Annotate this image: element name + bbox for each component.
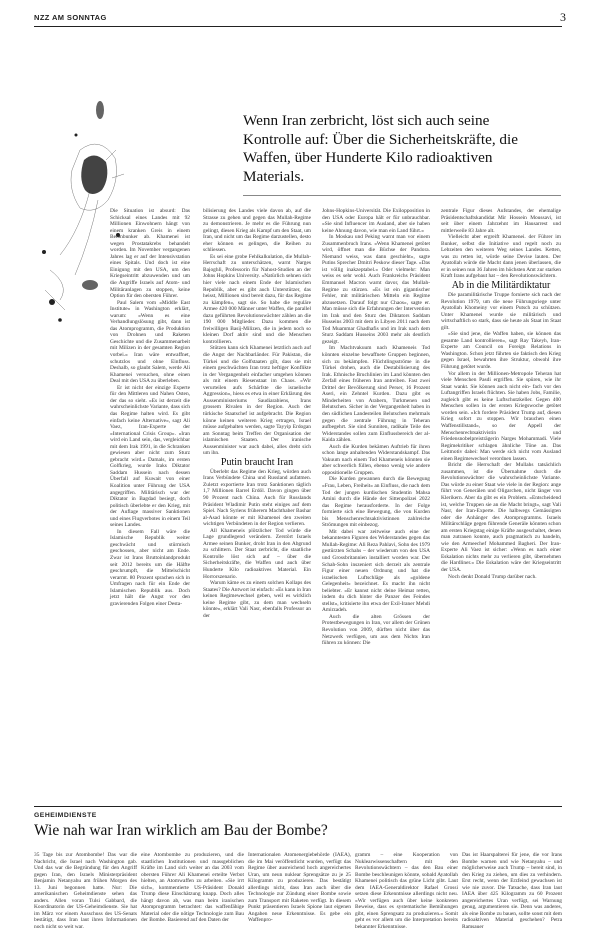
- paragraph: zentrale Figur dieses Aufstandes, der ehemalige Präsidentschaftskandidat Mir Hossein Moussavi, ist seit über einem Jahrzehnt im Hausarrest und mittlerweile 83 Jahre alt.: [441, 208, 561, 234]
- bottom-column-3: Internationalen Atomenergiebehörde (IAEA), die im Mai veröffentlicht wurden, verfügt das Regime über ausreichend hoch angereichertes Uran, um neun nuklear Sprengsätze zu je 25 Kilogramm zu produzieren. Das bestätigt allerdings nicht, dass Iran auch über die Technologie zur Zündung einer Bombe sowie zum Transport mit Raketen verfügt. In diesem Punkt präsentieren Israels Spione laut eigenen Angaben neue Erkenntnisse. Es gebe ein Waffenpro-: [248, 852, 351, 924]
- main-headline: Wenn Iran zerbricht, löst sich auch seine Kontrolle auf: Über die Sicherheitskräfte, die Waffen, über Hunderte Kilo radioaktiven Materials.: [243, 112, 518, 185]
- paragraph: Mit dabei war zeitweise auch eine der bekanntesten Figuren des Widerstandes gegen das Mullah-Regime: Ali Reza Pahlavi, Sohn des 1979 gestürzten Schahs – der wiederum von den USA und Grossbritannien installiert worden war. Der Schah-Sohn inszeniert sich derzeit als zentrale Figur einer neuen Ordnung und hat die israelischen Luftschläge als «goldene Gelegenheit» bezeichnet. Es macht ihn nicht beliebter. «Er kannst nicht deine Heimat retten, indem du dich hinter die Panzer des Feindes stellst», kritisierte ihn etwa der Exil-Iraner Mehdi Amirzadeh.: [322, 528, 430, 614]
- paragraph: Die Situation ist absurd: Das Schicksal eines Landes mit 92 Millionen Einwohnern hängt von einem kranken Greis in einem Betonbunker ab. Khamenei ist wegen Prostatakrebs behandelt worden. Im November vergangenen Jahres lag er auf der Intensivstation eines Spitals. Und doch ist eine Einigung mit den USA, um den Kriegseintritt abzuwenden und um die Angriffe Israels auf Atom- und Militäranlagen zu stoppen, keine Option für den obersten Führer.: [110, 208, 190, 300]
- paragraph: Er ist nicht der einzige Experte für den Mittleren und Nahen Osten, der das so sieht. «Es ist derzeit die wahrscheinlichste Variante, dass sich das Regime halten wird. Es gibt einfach keine Alternative», sagt Ali Vaez, Iran-Experte der «International Crisis Group». «Iran wird ein Land sein, das, vergleichbar mit dem Irak 1991, in die Schranken gewiesen aber nicht zum Sturz gebracht wird.» Damals, im ersten Golfkrieg, wurde Iraks Diktator Saddam Hussein nach dessen Überfall auf Kuwait von einer Koalition unter Führung der USA angegriffen. Militärisch war der Diktator in Bagdad besiegt, doch politisch überlebte er den Krieg, mit der Auflage massiver Sanktionen und eines Flugverbotes in einem Teil seines Landes.: [110, 384, 190, 529]
- paragraph: «Sie sind jene, die Waffen haben, sie können das gesamte Land kontrollieren», sagt Ray Takeyh, Iran-Experte am Council on Foreign Relations in Washington. Schon jetzt führten sie faktisch den Krieg gegen Israel, bewahrten ihre Struktur, obwohl ihre Führung getötet wurde.: [441, 331, 561, 371]
- paragraph: Die paramilitärische Truppe fornierte sich nach der Revolution 1979, um die neue Führungsriege unter Ayatollah Khomeiny vor einem Putsch zu schützen. Unter Khamenei wurde sie militärisch und wirtschaftlich so stark, dass sie heute als Staat im Staat gilt.: [441, 292, 561, 331]
- article-column-1: [110, 208, 190, 798]
- paragraph: Warum käme es zu einem solchen Kollaps des Staates? Die Antwort ist einfach: «Es kann in Iran keinen Regimewechsel geben, weil es wirklich keine Regime gibt, zu dem man wechseln könnte», erklärt Vali Nasr, ebenfalls Professor an der: [203, 580, 311, 619]
- article-column-2: [203, 208, 311, 798]
- bottom-column-5: Das ist Haarspalterei für jene, die vor Irans Bombe warnen und wie Netanyahu – und möglicherweise auch Trump – bereit sind, in den Krieg zu ziehen, um dies zu verhindern. Erst recht, wenn der Erzfeind gewachsen ist wie nie zuvor. Die Tatsache, dass Iran laut IAEA über 425 Kilogramm zu 60 Prozent angereichertes Uran verfügt, sei Warnung genug, argumentieren sie. Denn was anderes, als eine Bombe zu bauen, sollte sonst mit dem radioaktiven Material geschehen? Petra Ramsauer: [462, 852, 562, 931]
- paragraph: All Khameneis plötzlicher Tod würde die Lage grundlegend verändern. Zerstört Israels Armee seinen Bunker, droht Iran in den Abgrund zu schlittern. Der Staat zerbricht, die staatliche Kontrolle löst sich auf – über die Sicherheitskräfte, die Waffen und auch über Hunderte Kilo radioaktives Material. Ein Horrorszenario.: [203, 527, 311, 580]
- paragraph: Johns-Hopkins-Universität. Die Exilopposition in den USA oder Europa hält er für unbrauchbar. «Sie sind Influencer im Ausland, aber sie haben keine Ahnung davon, wie man ein Land führt.»: [322, 208, 430, 234]
- article-column-4: [441, 208, 561, 798]
- section-subhead: Ab in die Militärdiktatur: [451, 280, 551, 292]
- article-column-3: [322, 208, 430, 798]
- section-rule: [34, 806, 562, 807]
- paragraph: In diesem Fall wäre die Islamische Republik weiter geschwächt und stürmisch geschossen, aber nicht am Ende. Zwar ist Irans Bruttoinlandprodukt seit 2012 bereits um die Hälfte geschrumpft, die Mittelschicht verarmt. 80 Prozent sprachen sich in Umfragen nach für ein Ende der Islamischen Republik aus. Doch jetzt hält die Angst vor den gravierenden Folgen einer Desta-: [110, 528, 190, 607]
- paragraph: bilisierung des Landes viele davon ab, auf die Strasse zu gehen und gegen das Mullah-Regime zu demonstrieren. Je mehr es die Führung nun gelingt, diesen Krieg als Kampf um den Staat, um Iran, und nicht um das Regime darzustellen, desto eher können es gelingen, die Reihen zu schliessen.: [203, 208, 311, 254]
- paragraph: Noch denkt Donald Trump darüber nach.: [448, 573, 537, 580]
- paragraph: Paul Salem vom «Middle East Institute» in Washington erklärt, warum: «Wenn es eine Verhandlungslösung gibt, dann ist das Atomprogramm, die Produktion von Drohnen und Raketen Geschichte und die Zusammenarbeit mit Milizen in der gesamten Region vorbei.» Iran wäre entwaffnet, schutzlos und ohne Einfluss. Deshalb, so glaubt Salem, werde Ali Khamenei versuchen, ohne einen Deal mit den USA zu überleben.: [110, 299, 190, 385]
- bottom-headline: Wie nah war Iran wirklich am Bau der Bombe?: [34, 822, 328, 839]
- page-number: 3: [560, 10, 566, 24]
- section-kicker: GEHEIMDIENSTE: [34, 812, 97, 819]
- header-rule: [34, 26, 562, 27]
- bottom-column-2: eine Atombombe zu produzieren, und die staatlichen Institutionen und massgeblichen Kräfte im Land sich weiter an das 2003 vom obersten Führer Ali Khamenei erteilte Verbot hielten, an Atomwaffen zu arbeiten. «Sie irrt sich», kommentierte US-Präsident Donald Trump diese Einschätzung knapp. Doch alles hängt davon ab, was man beim iranischen Atomprogramm betrachtet: das waffenfähige Material oder die nötige Technologie zum Bau der Bombe. Basierend auf den Daten der: [141, 852, 244, 924]
- section-subhead: Putin braucht Iran: [220, 456, 294, 468]
- bottom-column-1: 35 Tage bis zur Atombombe! Das war die Nachricht, die Israel nach Washington gab. Und das war die Begründung für den Angriff gegen Iran, den Israels Ministerpräsident Benjamin Netanyahu am frühen Morgen des 13. Juni begonnen hatte. Nur: Die amerikanischen Geheimdienste sehen das anders. Allen voran Tulsi Gabbard, die Koordinatorin der US-Geheimdienste. Sie hat im März vor einem Ausschuss des US-Senats bestätigt, dass Iran laut ihren Informationen noch nicht so weit war.: [34, 852, 137, 931]
- paragraph: Die Kurden gewannen durch die Bewegung «Frau, Leben, Freiheit» an Einfluss, die nach dem Tod der jungen kurdischen Studentin Mahsa Amini durch die Hände der Sittenpolizei 2022 das Regime herausforderte. In der Folge formierte sich eine Bewegung, die von Kurden bis Menschenrechtsaktivistinnen zahlreiche Strömungen mit einbezog.: [322, 476, 430, 529]
- paragraph: Bricht die Herrschaft der Mullahs tatsächlich zusammen, ist die Übernahme durch die Revolutionswächter die wahrscheinlichste Variante. Das würde zu einer Staat wie viele in der Region: ange führt von Generälen und Oligarchen, nicht länger von Klerikern. Aber da gibt es ein Problem. «Entscheidend ist, welche Truppen sie an die Macht bringt», sagt Vali Nasr, der Iran-Experte. Die halbwegs Gemässigten oder die Anhänger des Atomprogramms. Israels Militärschläge gegen führende Generäle könnten schon am ersten Kriegstag einige Kräfte ausgeschaltet, denen man zutrauen konnte, auch pragmatisch zu handeln, wie den Armeechef Mohammed Bagheri. Der Iran-Experte Ali Vaez ist sicher: «Wenn es nach einer Eskalation nichts mehr zu verlieren gibt, übernehmen die Hardliner.» Die Eskalation wäre der Kriegseintritt der USA.: [441, 462, 561, 573]
- paragraph: Vielleicht aber ergreift Khamenei. der Führer im Bunker, selbst die Initiative und regelt noch zu Lebzeiten den weiteren Weg seines Landes. Ketten, was zu retten ist, würde seine Devise lauten. Der Ayatollah würde die Macht dann jenen überlassen, die er in seinen nun 36 Jahren im höchsten Amt zur starken Kraft Irans aufgebaut hat – den Revolutionswächtern.: [441, 234, 561, 280]
- paragraph: Überlebt das Regime den Krieg, würden auch Irans Verbündete China und Russland aufatmen. Zuletzt exportierte Iran trotz Sanktionen täglich 1,7 Millionen Barrel Erdöl. Davon gingen über 90 Prozent nach China. Auch für Russlands Präsident Wladimir Putin steht einiges auf dem Spiel. Nach Syriens früherem Machthaber Bashar al-Asad könnte er mit Khamenei den zweiten wichtigen Verbündeten in der Region verlieren.: [203, 468, 311, 528]
- paragraph: In Moskau und Peking warnt man vor einem Zusammenbruch Irans. «Wenn Khamenei getötet wird, öffnet man die Büchse der Pandora. Niemand weiss, was dann geschieht», sagte Putins Sprecher Dmitri Peskow dieser Tage. «Das ist völlig inakzeptabel.» Oder vielmehr: Man weiss es sehr wohl. Auch Frankreichs Präsident Emmanuel Macron warnt davor, das Mullah-Regime zu stürzen. «Es ist ein gigantischer Fehler, mit militärischen Mitteln ein Regime abzusetzen. Darauf folgt nur Chaos», sagte er. Man müsse sich die Erfahrungen der Intervention im Irak und den Sturz des Diktators Saddam Husseins 2003 mit dem in Libyen 2011 nach dem Tod Muammar Ghadhafis und im Irak nach dem Sturz Saddam Husseins 2003 mehr als deutlich gezeigt.: [322, 234, 430, 345]
- paragraph: Auch die Kurden bekämen Auftrieb für ihren schon lange anhaltenden Widerstandskampf. Das Vakuum nach einem Tod Khameneis könnten sie aber schwerlich füllen, ebenso wenig wie andere oppositionelle Gruppen.: [322, 443, 430, 476]
- bottom-column-4: gramm – eine Kooperation von Nuklearwissenschaftern mit den Revolutionswächtern – das den Bau einer Bombe beschleunigen könnte, sobald Ayatollah Khamenei politisch das grüne Licht gibt. Laut dem IAEA-Generaldirektor Rafael Grossi setzen diese Erkenntnisse allerdings nicht neu. «Wir verfügen auch über keine konkreten Beweise, dass es systematische Bemühungen gibt, einen Sprengsatz zu produzieren.» Somit geht es vor allem um die Interpretation bereits bekannter Erkenntnisse.: [355, 852, 458, 931]
- paragraph: Stützen kann sich Khamenei letztlich auch auf die Angst der Nachbarländer. Für Pakistan, die Türkei und die Golfstaaten gilt, dass sie mit einem geschwächten Iran trotz heftiger Konflikte in der Vergangenheit einfacher umgehen können als mit einem Riesenstaat im Chaos. «Wir verurteilen aufs Schärfste die israelische Aggression», hiess es etwa in einer Erklärung des Aussenministeriums Saudiarabiens, Irans grossem Rivalen in der Region. Auch der türkische Staatschef ist aufgebracht. Die Region könne keinen weiteren Krieg ertragen, Israel müsse aufgehalten werden, sagte Tayyip Erdogan am Sonntag beim Treffen der Organisation der islamischen Staaten. Der iranische Aussenminister war auch dabei, alles dreht sich um ihn.: [203, 345, 311, 457]
- headline-rule: [243, 195, 561, 196]
- paragraph: Im Machtvakuum nach Khameneis Tod könnten einzelne bewaffnete Gruppen beginnen, sich zu bekämpfen. Flüchtlingsströme in die Türkei drohen, auch die Destabilisierung des Irak. Ethnische Bruchlinien im Land könnten den Zerfall eines früheren Iran antreiben. Fast zwei Drittel der Bevölkerung sind Perser, 16 Prozent Aseri, ein Zehntel Kurden. Dazu gibt es Minderheiten von Arabern, Turkmenen und Belutschen. Sicher in der Vergangenheit haben in den südlichen Landesteilen Belutschen mehrmals gegen die zentrale Führung in Teheran aufbegehrt. Sie sind Sunniten, radikale Teile des Widerstandes sollen zum Einflussbereich der al-Kaida zählen.: [322, 345, 430, 444]
- paragraph: Vor allem in der Millionen-Metropole Teheran hat viele Menschen Pasdi ergriffen. Sie spüren, wie ihr Staat wankt. Sie können auch nicht ein- fach vor den Luftangriffen Israels flüchten. Sie haben Jobs, Familie, zugleich gibt es keine Luftschutzkeller. Gegen 400 Menschen sollen in der ersten Kriegswoche getötet worden sein. «Ich fordere Präsident Trump auf, diesen Krieg sofort zu stoppen. Wir brauchen einen Waffenstillstand», so der Appell der Menschenrechtsaktivistin und Friedensnobelpreisträgerin Narges Mohammadi. Viele Regimekritiker schlagen ähnliche Töne an. Das Leitmotiv dabei: Man werde sich nicht vom Ausland einen Regimewechsel verordnen lassen.: [441, 370, 561, 462]
- paragraph: Es sei eine grobe Fehlkalkulation, die Mullah-Herrschaft zu unterschätzen, warnt Narges Bajoghli, Professorin für Nahost-Studien an der Johns Hopkins University. «Natürlich sehnen sich hier viele nach einem Ende der Islamischen Republik, aber es gibt auch Unterstützer, das heisst, Millionen sind bereit dazu, für das Regime zu kämpfen», sagt sie. So habe die reguläre Armee 420 000 Männer unter Waffen, die parallel dazu geführten Revolutionswächter zählen an die 190 000 Mitglieder. Dazu kommen die freiwilligen Basij-Milizen, die in jedem noch so kleinen Dorf aktiv sind und die Menschen kontrollieren.: [203, 253, 311, 345]
- publication-name: NZZ AM SONNTAG: [34, 13, 107, 22]
- paragraph: Auch die alten Grössen der Protestbewegungen in Iran, vor allem der Grünen Revolution von 2009, dürften nicht über das Netzwerk verfügen, um aus dem Nichts Iran führen zu können: Die: [322, 613, 430, 647]
